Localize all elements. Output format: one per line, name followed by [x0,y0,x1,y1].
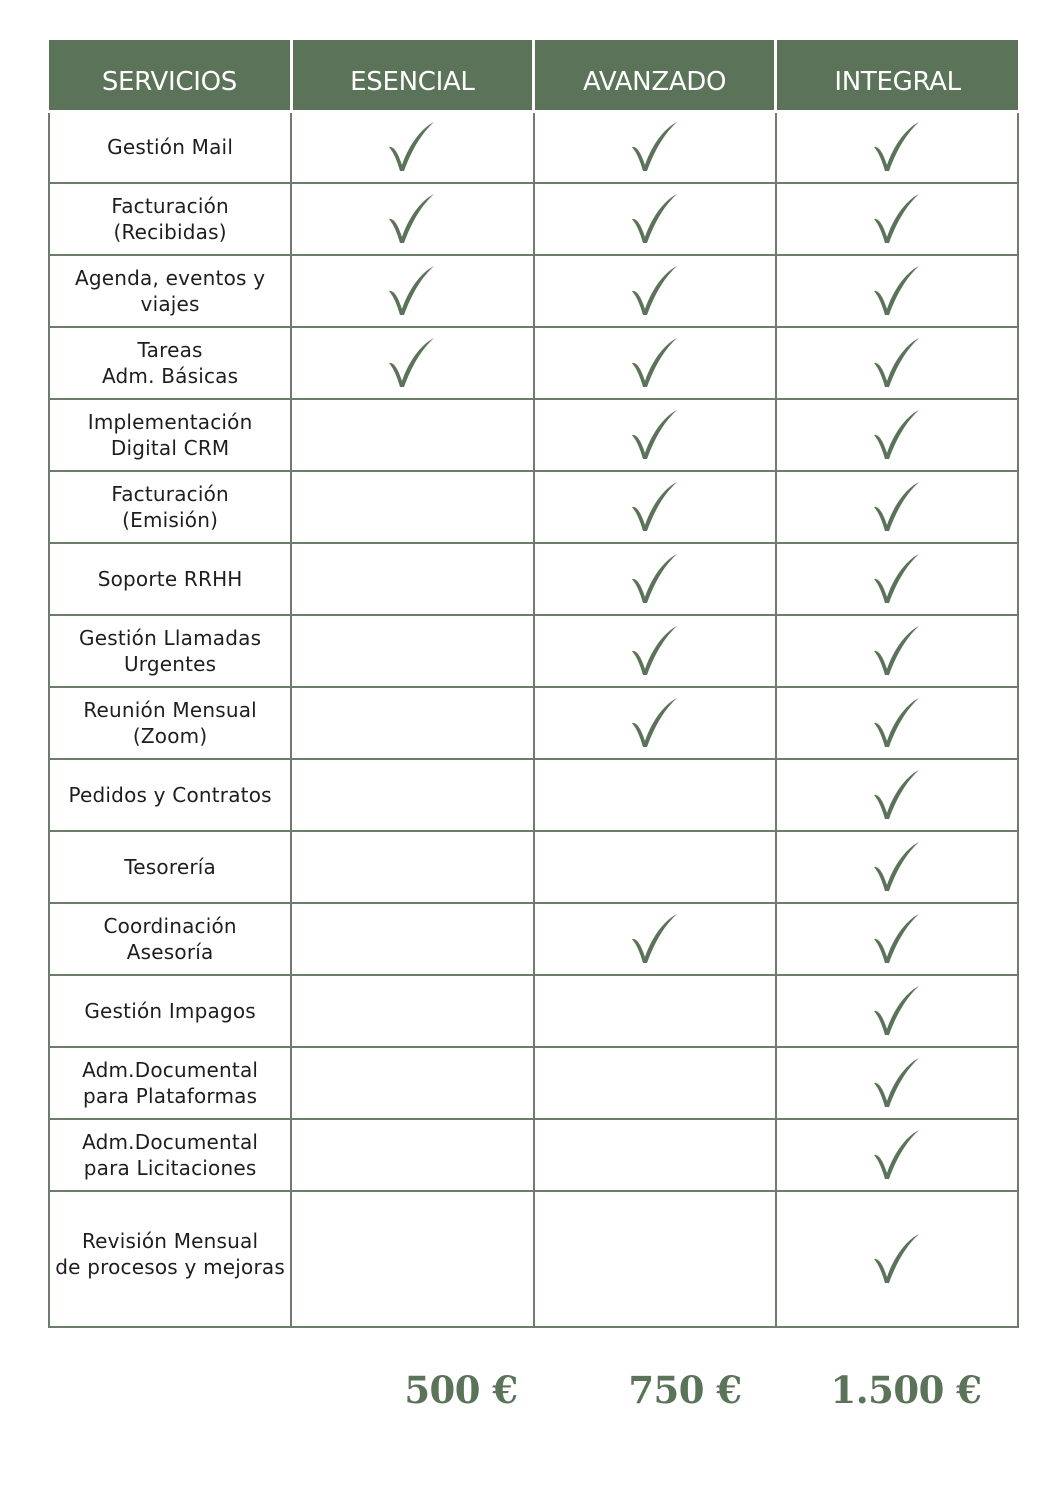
service-cell [49,687,291,759]
table-row [49,975,1018,1047]
service-label: Agenda, eventos y viajes [75,266,266,316]
esencial-cell [291,471,533,543]
integral-cell [776,471,1018,543]
checkmark-icon [871,981,923,1037]
checkmark-icon [871,117,923,173]
integral-cell [776,975,1018,1047]
avanzado-cell [534,1047,776,1119]
service-cell [49,183,291,255]
integral-cell [776,255,1018,327]
avanzado-cell [534,975,776,1047]
esencial-cell [291,111,533,183]
integral-cell [776,399,1018,471]
integral-cell [776,183,1018,255]
esencial-cell [291,543,533,615]
checkmark-icon [871,189,923,245]
avanzado-cell [534,1191,776,1327]
price-avanzado: 750 € [628,1368,742,1412]
checkmark-icon [629,477,681,533]
integral-cell [776,1119,1018,1191]
avanzado-cell [534,255,776,327]
avanzado-cell [534,687,776,759]
table-row [49,903,1018,975]
checkmark-icon [871,405,923,461]
checkmark-icon [629,117,681,173]
service-cell [49,615,291,687]
avanzado-cell [534,399,776,471]
service-label: Tesorería [124,855,216,879]
esencial-cell [291,759,533,831]
service-label: Gestión Impagos [84,999,256,1023]
checkmark-icon [629,693,681,749]
prices-row [0,1368,1060,1428]
table-row [49,399,1018,471]
checkmark-icon [629,621,681,677]
integral-cell [776,1191,1018,1327]
service-label: Adm.Documental para Licitaciones [82,1130,259,1180]
avanzado-cell [534,543,776,615]
service-cell [49,975,291,1047]
checkmark-icon [871,477,923,533]
checkmark-icon [871,765,923,821]
header-avanzado: AVANZADO [534,40,776,111]
checkmark-icon [386,189,438,245]
integral-cell [776,543,1018,615]
service-cell [49,759,291,831]
service-cell [49,831,291,903]
esencial-cell [291,399,533,471]
service-label: Soporte RRHH [97,567,243,591]
service-cell [49,111,291,183]
table-row [49,687,1018,759]
service-label: Gestión Llamadas Urgentes [79,626,262,676]
avanzado-cell [534,903,776,975]
checkmark-icon [871,909,923,965]
esencial-cell [291,975,533,1047]
service-label: Adm.Documental para Plataformas [82,1058,259,1108]
esencial-cell [291,903,533,975]
esencial-cell [291,1191,533,1327]
integral-cell [776,615,1018,687]
integral-cell [776,687,1018,759]
integral-cell [776,831,1018,903]
avanzado-cell [534,831,776,903]
table-row [49,831,1018,903]
avanzado-cell [534,327,776,399]
service-label: Pedidos y Contratos [68,783,272,807]
esencial-cell [291,1047,533,1119]
table-row [49,111,1018,183]
table-row [49,183,1018,255]
table-row [49,759,1018,831]
table-row [49,471,1018,543]
integral-cell [776,1047,1018,1119]
table-row [49,1047,1018,1119]
service-cell [49,255,291,327]
service-cell [49,543,291,615]
table-header-row [49,40,1018,111]
esencial-cell [291,327,533,399]
checkmark-icon [386,261,438,317]
service-cell [49,1191,291,1327]
integral-cell [776,759,1018,831]
esencial-cell [291,831,533,903]
checkmark-icon [871,261,923,317]
avanzado-cell [534,111,776,183]
table-row [49,1191,1018,1327]
esencial-cell [291,255,533,327]
checkmark-icon [386,333,438,389]
service-label: Facturación (Recibidas) [111,194,229,244]
service-cell [49,903,291,975]
checkmark-icon [871,1125,923,1181]
service-cell [49,1047,291,1119]
checkmark-icon [629,333,681,389]
service-label: Tareas Adm. Básicas [102,338,239,388]
integral-cell [776,111,1018,183]
esencial-cell [291,615,533,687]
table-row [49,255,1018,327]
esencial-cell [291,1119,533,1191]
table-row [49,615,1018,687]
service-label: Coordinación Asesoría [103,914,237,964]
services-pricing-table [48,40,1019,1328]
avanzado-cell [534,615,776,687]
checkmark-icon [629,189,681,245]
service-label: Gestión Mail [107,135,234,160]
header-integral: INTEGRAL [776,40,1018,111]
checkmark-icon [629,909,681,965]
checkmark-icon [871,549,923,605]
price-esencial: 500 € [404,1368,518,1412]
table-row [49,543,1018,615]
table-body [49,111,1018,1327]
service-label: Reunión Mensual (Zoom) [83,698,257,748]
service-cell [49,1119,291,1191]
service-cell [49,327,291,399]
service-label: Implementación Digital CRM [87,410,253,460]
checkmark-icon [871,837,923,893]
service-cell [49,399,291,471]
avanzado-cell [534,471,776,543]
checkmark-icon [629,549,681,605]
esencial-cell [291,687,533,759]
esencial-cell [291,183,533,255]
avanzado-cell [534,183,776,255]
checkmark-icon [871,1053,923,1109]
checkmark-icon [871,621,923,677]
checkmark-icon [629,405,681,461]
checkmark-icon [871,1229,923,1285]
service-label: Revisión Mensual de procesos y mejoras [55,1229,285,1279]
checkmark-icon [871,333,923,389]
avanzado-cell [534,1119,776,1191]
header-esencial: ESENCIAL [291,40,533,111]
service-label: Facturación (Emisión) [111,482,229,532]
checkmark-icon [629,261,681,317]
integral-cell [776,903,1018,975]
avanzado-cell [534,759,776,831]
table-row [49,1119,1018,1191]
table-row [49,327,1018,399]
price-integral: 1.500 € [830,1368,982,1412]
checkmark-icon [386,117,438,173]
integral-cell [776,327,1018,399]
header-servicios: SERVICIOS [49,40,291,111]
checkmark-icon [871,693,923,749]
service-cell [49,471,291,543]
